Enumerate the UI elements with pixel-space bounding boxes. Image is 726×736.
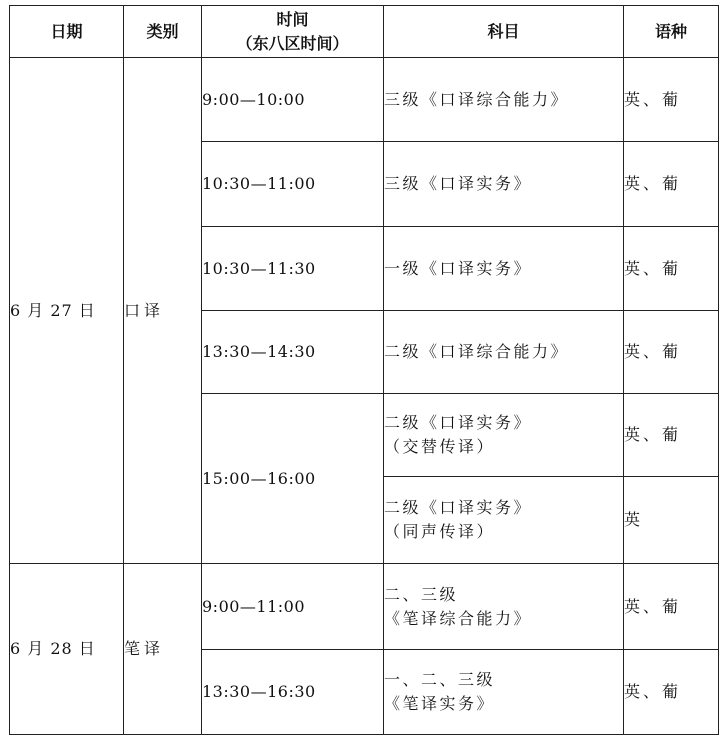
language-cell: 英、葡 xyxy=(624,142,719,227)
language-cell: 英、葡 xyxy=(624,227,719,311)
subject-line: 二级《口译实务》 xyxy=(384,498,533,517)
header-time-zone: （东八区时间） xyxy=(236,33,349,53)
table-row xyxy=(10,564,719,650)
header-date: 日期 xyxy=(10,6,124,58)
table-row xyxy=(10,58,719,142)
exam-schedule-table xyxy=(9,5,719,735)
language-cell: 英、葡 xyxy=(624,311,719,394)
subject-note: （交替传译） xyxy=(384,437,496,456)
subject-cell xyxy=(384,564,624,650)
date-cell: 6 月 28 日 xyxy=(10,564,124,735)
header-subject: 科目 xyxy=(384,6,624,58)
time-cell: 9:00—11:00 xyxy=(202,564,384,650)
subject-line: 二级《口译综合能力》 xyxy=(384,342,570,361)
time-cell: 13:30—14:30 xyxy=(202,311,384,394)
subject-cell xyxy=(384,650,624,735)
time-cell: 13:30—16:30 xyxy=(202,650,384,735)
header-language: 语种 xyxy=(624,6,719,58)
subject-cell xyxy=(384,311,624,394)
subject-cell xyxy=(384,142,624,227)
subject-line: 三级《口译实务》 xyxy=(384,174,533,193)
subject-line: 一、二、三级 xyxy=(384,670,496,689)
subject-line: 二级《口译实务》 xyxy=(384,413,533,432)
header-time xyxy=(202,6,384,58)
subject-cell xyxy=(384,227,624,311)
header-row xyxy=(10,6,719,58)
subject-cell xyxy=(384,477,624,564)
language-cell: 英、葡 xyxy=(624,58,719,142)
header-category: 类别 xyxy=(124,6,202,58)
language-cell: 英 xyxy=(624,477,719,564)
subject-line: 《笔译综合能力》 xyxy=(384,608,533,628)
language-cell: 英、葡 xyxy=(624,394,719,477)
category-cell: 笔译 xyxy=(124,564,202,735)
category-cell: 口译 xyxy=(124,58,202,564)
subject-line: 三级《口译综合能力》 xyxy=(384,89,570,109)
subject-line: 《笔译实务》 xyxy=(384,694,496,713)
language-cell: 英、葡 xyxy=(624,564,719,650)
language-cell: 英、葡 xyxy=(624,650,719,735)
subject-cell xyxy=(384,394,624,477)
time-cell: 10:30—11:30 xyxy=(202,227,384,311)
subject-note: （同声传译） xyxy=(384,522,496,541)
time-cell: 15:00—16:00 xyxy=(202,394,384,564)
subject-cell xyxy=(384,58,624,142)
subject-line: 二、三级 xyxy=(384,584,459,604)
time-cell: 10:30—11:00 xyxy=(202,142,384,227)
time-cell: 9:00—10:00 xyxy=(202,58,384,142)
date-cell: 6 月 27 日 xyxy=(10,58,124,564)
subject-line: 一级《口译实务》 xyxy=(384,258,533,278)
header-time-label: 时间 xyxy=(276,9,309,29)
